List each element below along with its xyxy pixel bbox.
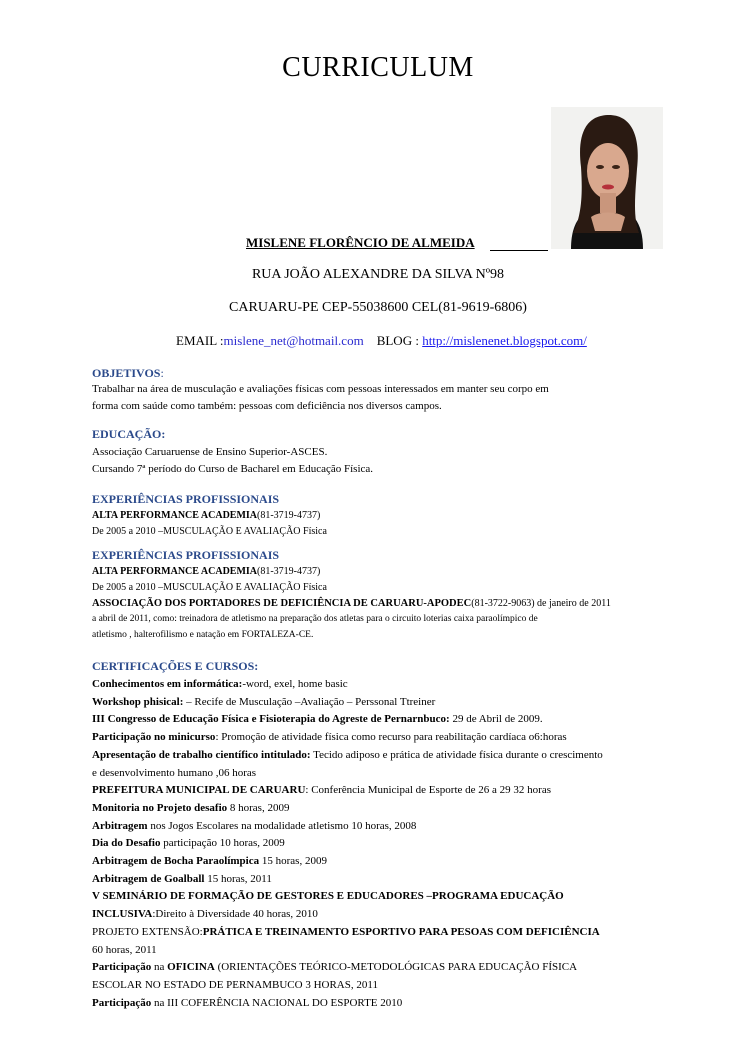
list-item: Participação no minicurso: Promoção de atividade física como recurso para reabilitação cardíaca o6:horas — [92, 731, 567, 744]
name-underline — [490, 250, 548, 251]
objetivos-colon: : — [160, 366, 164, 380]
list-item: Participação na III COFERÊNCIA NACIONAL DO ESPORTE 2010 — [92, 996, 403, 1009]
list-item: Dia do Desafio participação 10 horas, 2009 — [92, 837, 285, 850]
list-item: V SEMINÁRIO DE FORMAÇÃO DE GESTORES E EDUCADORES –PROGRAMA EDUCAÇÃO — [92, 890, 564, 903]
educacao-line-2: Cursando 7ª período do Curso de Bacharel em Educação Física. — [92, 463, 374, 475]
list-item: Monitoria no Projeto desafio 8 horas, 2009 — [92, 801, 290, 814]
email-link[interactable]: mislene_net@hotmail.com — [223, 333, 364, 348]
experiencia-2-line-2: a abril de 2011, como: treinadora de atletismo na preparação dos atletas para o circuito loterias caixa paraolímpico de — [92, 614, 538, 624]
certificacoes-list — [92, 676, 714, 1012]
experiencias-heading-2: EXPERIÊNCIAS PROFISSIONAIS — [92, 548, 280, 562]
educacao-heading: EDUCAÇÃO: — [92, 427, 166, 441]
list-item: Participação na OFICINA (ORIENTAÇÕES TEÓRICO-METODOLÓGICAS PARA EDUCAÇÃO FÍSICA — [92, 961, 578, 974]
experiencia-1-period: De 2005 a 2010 –MUSCULAÇÃO E AVALIAÇÃO Física — [92, 526, 327, 537]
educacao-line-1: Associação Caruaruense de Ensino Superior-ASCES. — [92, 446, 328, 458]
list-item: Arbitragem de Bocha Paraolímpica 15 horas, 2009 — [92, 855, 327, 868]
company-phone: (81-3719-4737) — [257, 566, 321, 577]
company-2-period: (81-3722-9063) de janeiro de 2011 — [471, 598, 611, 609]
list-item: Arbitragem de Goalball 15 horas, 2011 — [92, 872, 272, 885]
list-item: e desenvolvimento humano ,06 horas — [92, 766, 257, 779]
list-item: Conhecimentos em informática:-word, exel, home basic — [92, 678, 348, 690]
experiencia-2-company-2 — [92, 596, 611, 611]
objetivos-heading — [92, 366, 164, 381]
list-item: PROJETO EXTENSÃO:PRÁTICA E TREINAMENTO ESPORTIVO PARA PESOAS COM DEFICIÊNCIA — [92, 925, 600, 938]
company-name: ALTA PERFORMANCE ACADEMIA — [92, 566, 258, 577]
blog-label: BLOG : — [376, 333, 419, 348]
objetivos-heading-text: OBJETIVOS — [92, 366, 161, 380]
certificacoes-heading: CERTIFICAÇÕES E CURSOS: — [92, 659, 259, 673]
profile-photo — [551, 107, 663, 249]
objetivos-line-2: forma com saúde como também: pessoas com deficiência nos diversos campos. — [92, 400, 442, 412]
list-item: INCLUSIVA:Direito à Diversidade 40 horas, 2010 — [92, 908, 318, 921]
company-name: ALTA PERFORMANCE ACADEMIA — [92, 510, 258, 521]
experiencia-2-line-3: atletismo , halterofilismo e natação em FORTALEZA-CE. — [92, 630, 314, 640]
contact-row — [176, 333, 587, 349]
experiencias-heading-1: EXPERIÊNCIAS PROFISSIONAIS — [92, 492, 280, 506]
experiencia-1-company — [92, 508, 320, 523]
list-item: PREFEITURA MUNICIPAL DE CARUARU: Conferência Municipal de Esporte de 26 a 29 32 horas — [92, 784, 551, 797]
document-title: CURRICULUM — [282, 52, 474, 83]
experiencia-2-period: De 2005 a 2010 –MUSCULAÇÃO E AVALIAÇÃO Física — [92, 582, 327, 593]
list-item: III Congresso de Educação Física e Fisioterapia do Agreste de Pernarnbuco: 29 de Abril de 2009. — [92, 713, 543, 726]
list-item: Apresentação de trabalho científico intitulado: Tecido adiposo e prática de atividade física durante o crescimento — [92, 748, 603, 761]
list-item: ESCOLAR NO ESTADO DE PERNAMBUCO 3 HORAS, 2011 — [92, 978, 378, 991]
blog-link[interactable]: http://mislenenet.blogspot.com/ — [422, 333, 587, 348]
company-2-name: ASSOCIAÇÃO DOS PORTADORES DE DEFICIÊNCIA DE CARUARU-APODEC — [92, 598, 472, 609]
list-item: 60 horas, 2011 — [92, 943, 157, 956]
objetivos-line-1: Trabalhar na área de musculação e avaliações físicas com pessoas interessados em manter seu corpo em — [92, 383, 549, 395]
candidate-name: MISLENE FLORÊNCIO DE ALMEIDA — [246, 235, 475, 250]
city-phone: CARUARU-PE CEP-55038600 CEL(81-9619-6806) — [229, 300, 527, 315]
address: RUA JOÃO ALEXANDRE DA SILVA Nº98 — [251, 267, 505, 282]
list-item: Arbitragem nos Jogos Escolares na modalidade atletismo 10 horas, 2008 — [92, 819, 417, 832]
company-phone: (81-3719-4737) — [257, 510, 321, 521]
experiencia-2-company — [92, 564, 320, 579]
list-item: Workshop phisical: – Recife de Musculação –Avaliação – Perssonal Ttreiner — [92, 695, 436, 708]
email-label: EMAIL : — [176, 333, 224, 348]
